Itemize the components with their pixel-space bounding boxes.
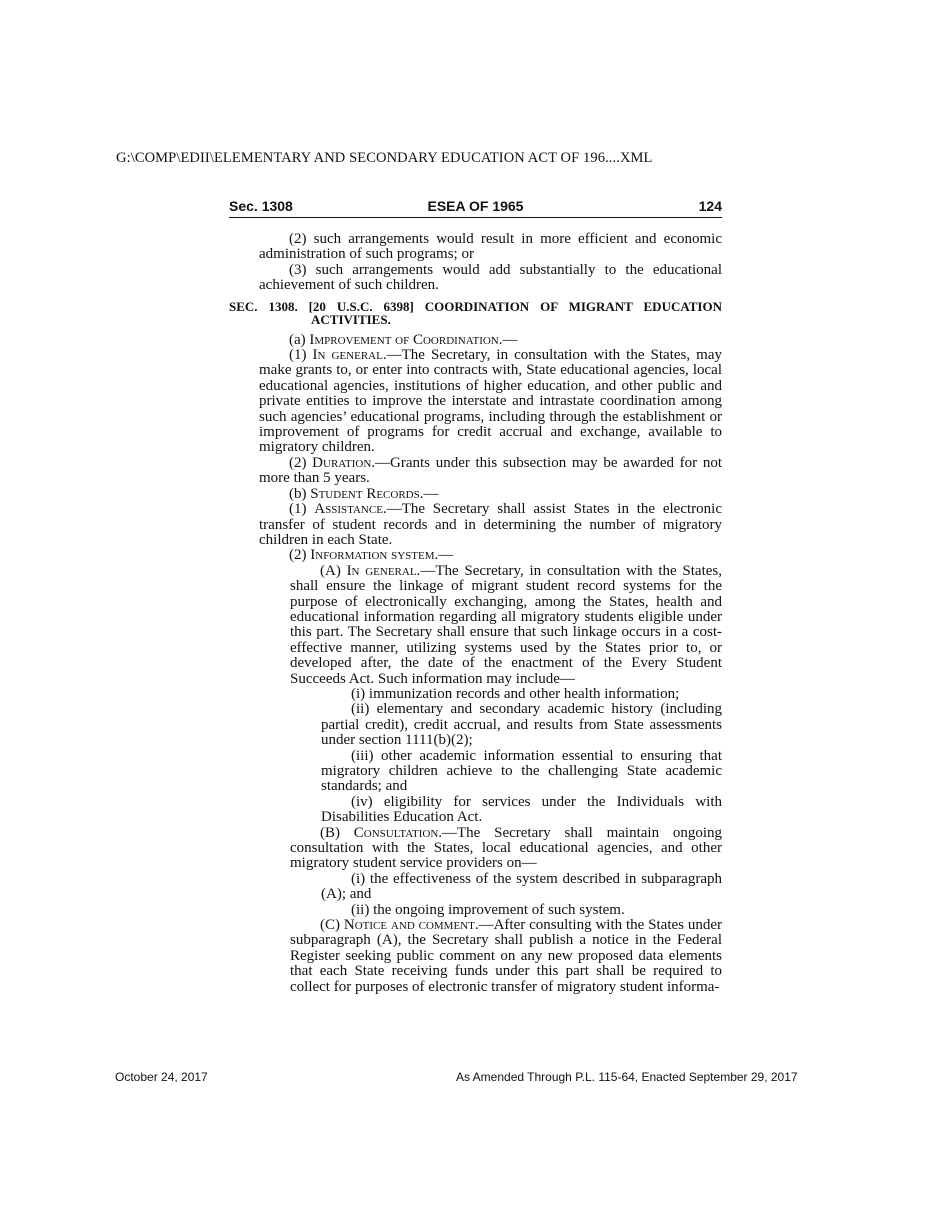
paragraph-2: (2) such arrangements would result in more efficient and economic administration of such programs; or <box>259 231 722 263</box>
running-head <box>229 198 722 218</box>
paragraph-3: (3) such arrangements would add substantially to the educational achievement of such children. <box>259 261 722 294</box>
subparagraph-a-text: (A) In general.—The Secretary, in consultation with the States, shall ensure the linkage of migrant student record systems for the purpose of electronically exchanging, among the States, health and educational information regarding all migratory students eligible under this part. The Secretary shall ensure that such linkage occurs in a cost-effective manner, utilizing systems used by the States prior to, or developed after, the date of the enactment of the Every Student Succeeds Act. Such information may include— <box>290 562 722 687</box>
subparagraph-b <box>290 826 722 872</box>
subsection-a-2: (2) Duration.—Grants under this subsection may be awarded for not more than 5 years. <box>259 454 722 487</box>
subparagraph-c <box>290 918 722 995</box>
clause-a-i: (i) immunization records and other health information; <box>351 685 680 702</box>
subsection-b-heading: (b) Student Records.— <box>289 485 439 502</box>
section-heading-line-2: ACTIVITIES. <box>311 312 391 328</box>
subsection-b-2-heading: (2) Information system.— <box>289 547 454 564</box>
clauses-b <box>321 872 722 918</box>
clause-a-ii: (ii) elementary and secondary academic history (including partial credit), credit accrual, and results from State assessments under section 1111(b)(2); <box>321 701 722 749</box>
file-path: G:\COMP\EDII\ELEMENTARY AND SECONDARY EDUCATION ACT OF 196....XML <box>116 150 653 166</box>
clause-b-i: (i) the effectiveness of the system described in subparagraph (A); and <box>321 870 722 903</box>
subparagraph-c-text: (C) Notice and comment.—After consulting with the States under subparagraph (A), the Secretary shall publish a notice in the Federal Register seeking public comment on any new proposed data elements that each State receiving funds under this part shall be required to collect for purposes of electronic transfer of migratory student informa- <box>290 917 722 995</box>
subparagraph-a <box>290 564 722 687</box>
section-number: Sec. 1308 <box>229 198 293 214</box>
clause-a-iii: (iii) other academic information essential to ensuring that migratory children achieve to the challenging State academic standards; and <box>321 747 722 795</box>
clause-a-iv: (iv) eligibility for services under the Individuals with Disabilities Education Act. <box>321 793 722 826</box>
footer-date: October 24, 2017 <box>115 1070 208 1084</box>
clause-b-ii: (ii) the ongoing improvement of such system. <box>351 901 625 918</box>
subsection-b-1: (1) Assistance.—The Secretary shall assist States in the electronic transfer of student records and in determining the number of migratory children in each State. <box>259 501 722 548</box>
subparagraph-b-text: (B) Consultation.—The Secretary shall maintain ongoing consultation with the States, local educational agencies, and other migratory student service providers on— <box>290 824 722 872</box>
section-heading <box>229 300 722 327</box>
subsection-a-heading: (a) Improvement of Coordination.— <box>289 331 518 348</box>
page-number: 124 <box>698 198 722 214</box>
clauses-a <box>321 687 722 826</box>
document-body <box>229 231 722 995</box>
subsection-a-1: (1) In general.—The Secretary, in consultation with the States, may make grants to, or enter into contracts with, State educational agencies, local educational agencies, institutions of higher education, and other public and private entities to improve the interstate and intrastate coordination among such agencies’ educational programs, including through the establishment or improvement of programs for credit accrual and exchange, available to migratory children. <box>259 347 722 456</box>
section-heading-line-1: SEC. 1308. [20 U.S.C. 6398] COORDINATION OF MIGRANT EDUCATION <box>229 298 722 314</box>
act-title: ESEA OF 1965 <box>427 198 524 214</box>
footer-amendment: As Amended Through P.L. 115-64, Enacted September 29, 2017 <box>456 1070 798 1084</box>
